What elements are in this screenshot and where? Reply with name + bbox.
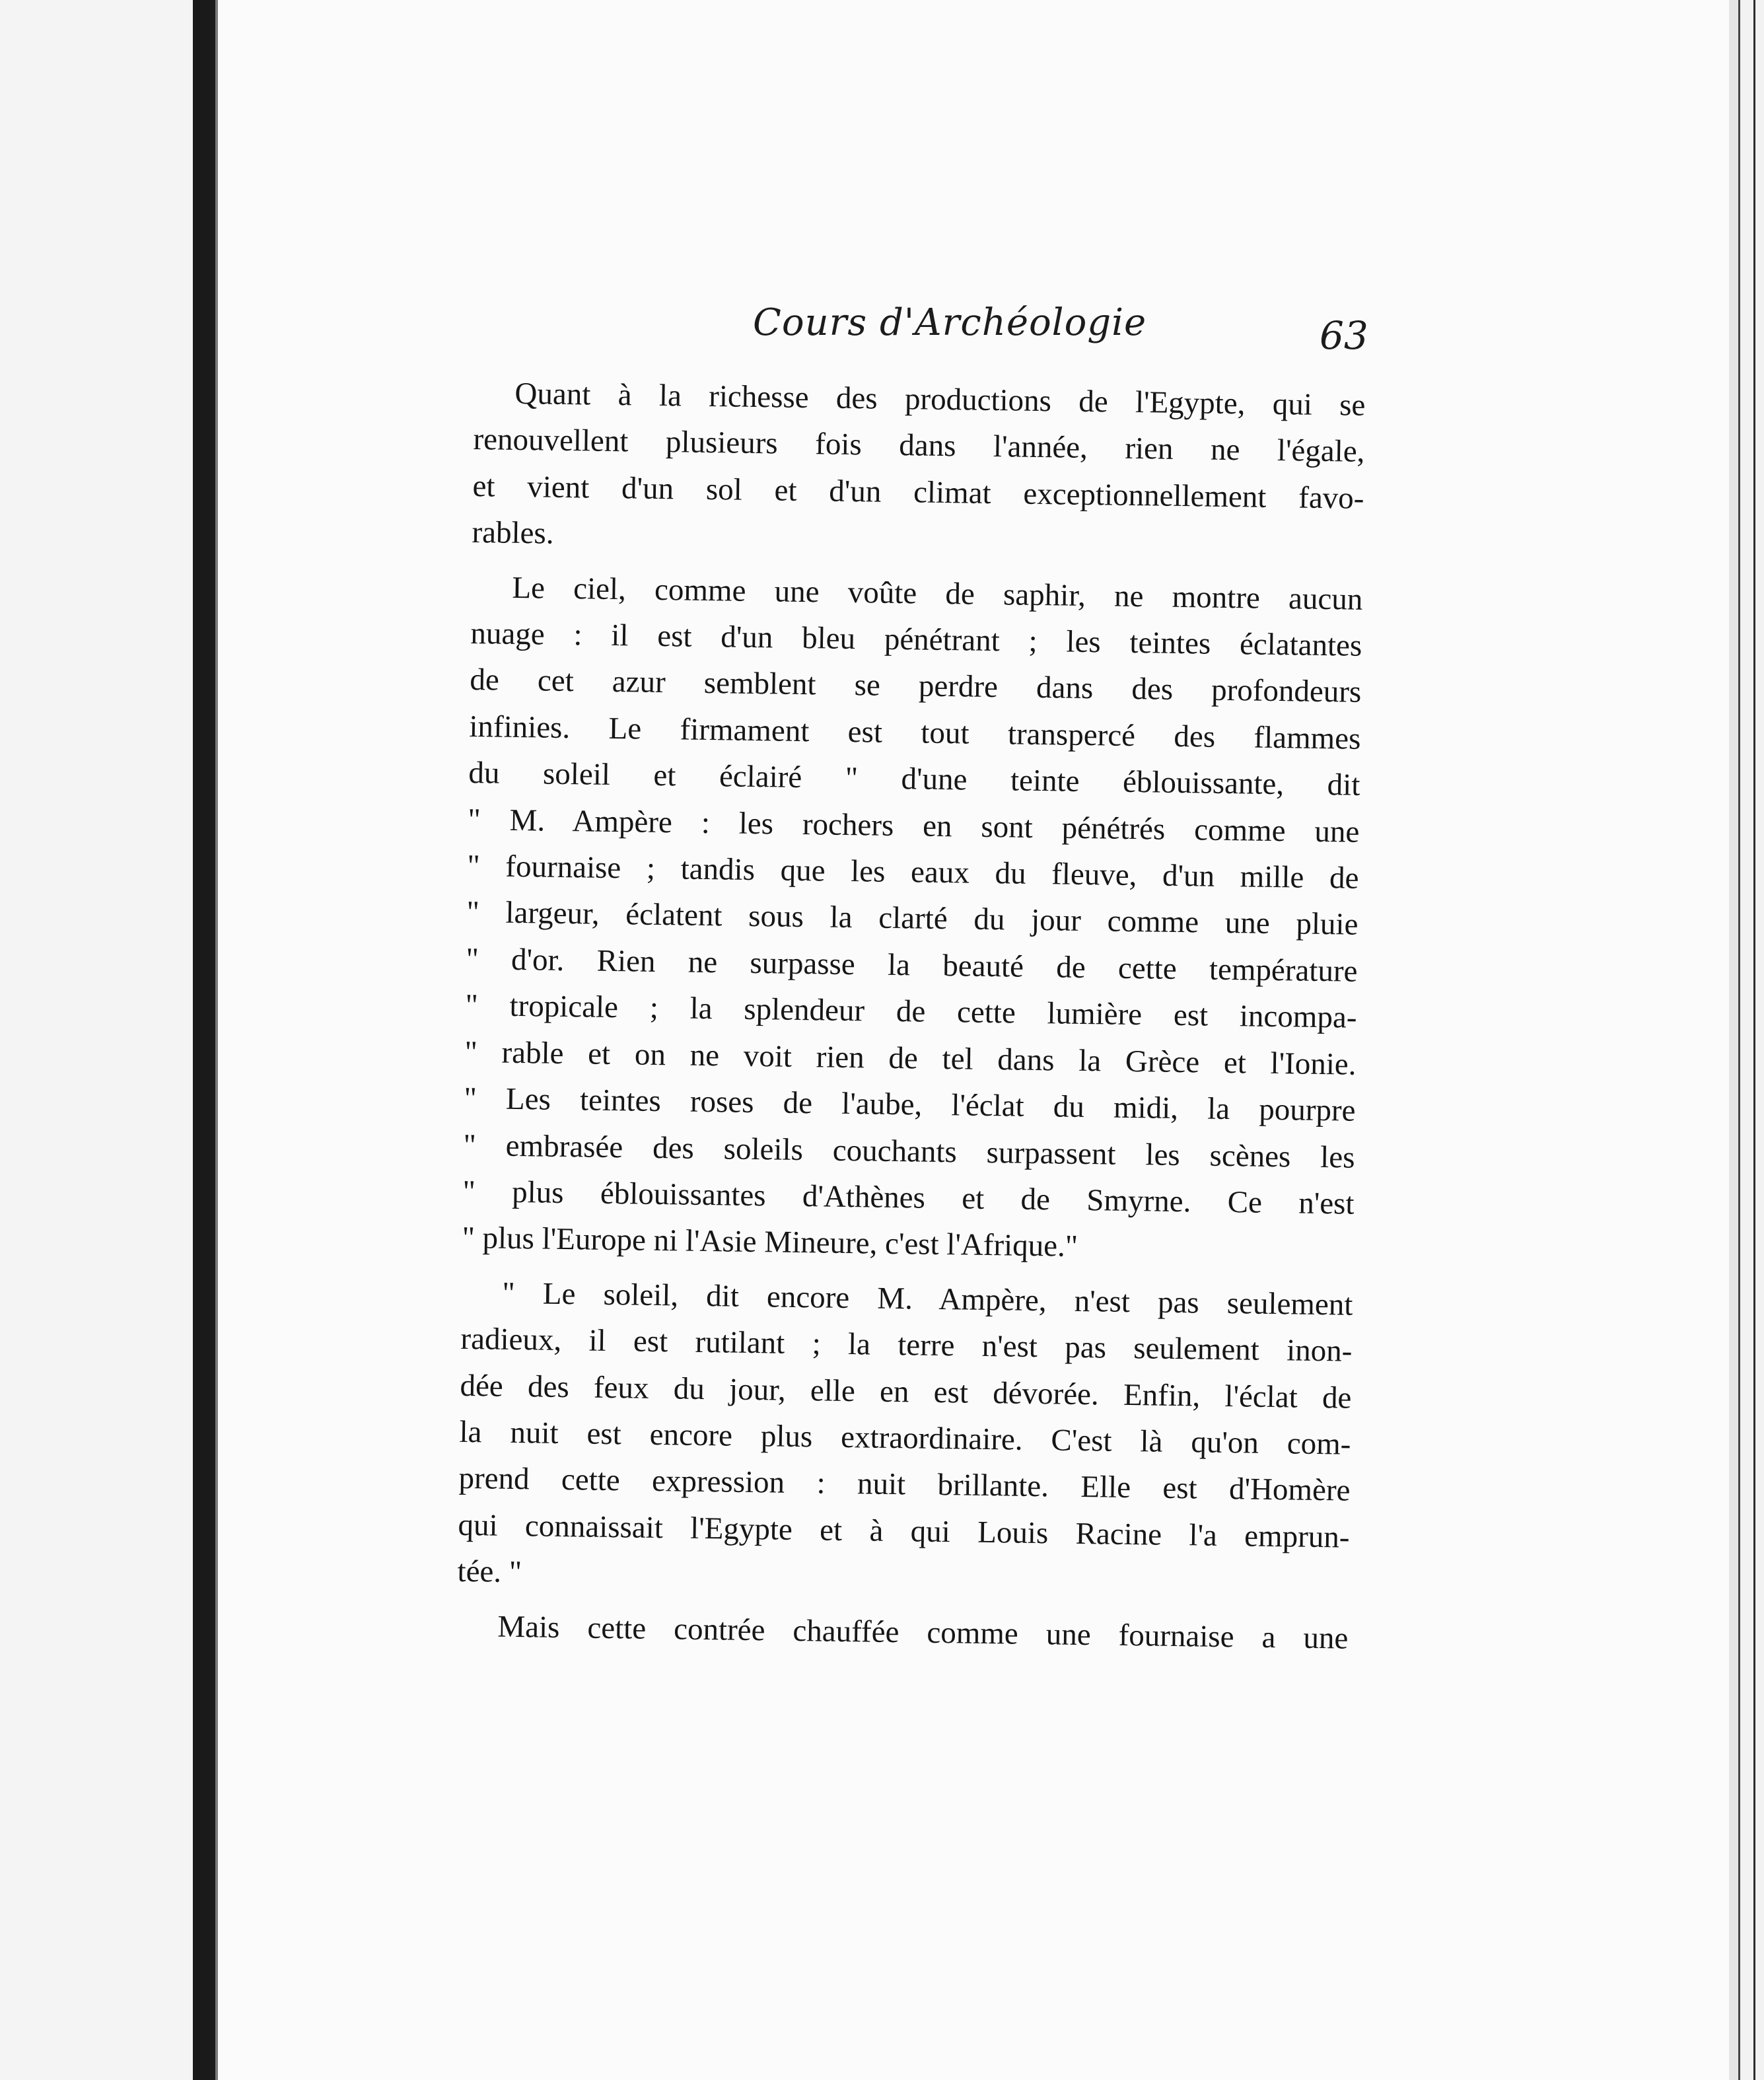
paragraph xyxy=(456,1602,1349,1661)
text-line: " embrasée des soleils couchants surpassent les scènes les xyxy=(463,1128,1355,1175)
text-line: " plus l'Europe ni l'Asie Mineure, c'est l'Afrique." xyxy=(462,1221,1078,1264)
text-line: " tropicale ; la splendeur de cette lumière est incompa- xyxy=(465,988,1357,1036)
text-line: la nuit est encore plus extraordinaire. C'est là qu'on com- xyxy=(459,1414,1351,1462)
text-line: Quant à la richesse des productions de l'Egypte, qui se xyxy=(514,376,1366,423)
text-line: et vient d'un sol et d'un climat exceptionnellement favo- xyxy=(472,468,1364,516)
paragraph xyxy=(457,1270,1353,1608)
text-line: " Le soleil, dit encore M. Ampère, n'est pas seulement xyxy=(502,1275,1353,1322)
binding-shadow xyxy=(193,0,215,2080)
text-line: dée des feux du jour, elle en est dévorée. Enfin, l'éclat de xyxy=(460,1368,1352,1416)
text-line: Mais cette contrée chauffée comme une fournaise a une xyxy=(497,1609,1349,1656)
text-line: prend cette expression : nuit brillante. Elle est d'Homère xyxy=(458,1461,1351,1509)
body-text xyxy=(456,370,1366,1670)
right-edge-shadow xyxy=(1729,0,1738,2080)
running-title: Cours d'Archéologie xyxy=(753,301,1147,344)
binding-edge xyxy=(215,0,218,2080)
text-line: rables. xyxy=(472,515,554,551)
text-line: radieux, il est rutilant ; la terre n'est pas seulement inon- xyxy=(460,1321,1353,1369)
text-line: " plus éblouissantes d'Athènes et de Smyrne. Ce n'est xyxy=(462,1174,1355,1221)
left-margin xyxy=(0,0,193,2080)
page-number: 63 xyxy=(1320,313,1368,358)
text-line: infinies. Le firmament est tout transpercé des flammes xyxy=(469,709,1361,756)
text-line: " fournaise ; tandis que les eaux du fleuve, d'un mille de xyxy=(467,848,1359,896)
text-line: " Les teintes roses de l'aube, l'éclat du midi, la pourpre xyxy=(464,1081,1356,1128)
text-line: nuage : il est d'un bleu pénétrant ; les teintes éclatantes xyxy=(470,616,1362,663)
right-edge-strip xyxy=(1740,0,1764,2080)
text-line: du soleil et éclairé " d'une teinte éblouissante, dit xyxy=(468,756,1360,803)
text-line: tée. " xyxy=(457,1554,522,1590)
text-line: " largeur, éclatent sous la clarté du jour comme une pluie xyxy=(466,895,1358,943)
text-line: " M. Ampère : les rochers en sont pénétrés comme une xyxy=(468,802,1360,849)
paragraph xyxy=(462,564,1363,1274)
text-line: qui connaissait l'Egypte et à qui Louis Racine l'a emprun- xyxy=(458,1507,1350,1555)
text-line: de cet azur semblent se perdre dans des profondeurs xyxy=(470,663,1362,710)
text-line: Le ciel, comme une voûte de saphir, ne montre aucun xyxy=(512,570,1363,617)
paragraph xyxy=(472,370,1366,568)
text-line: renouvellent plusieurs fois dans l'année, rien ne l'égale, xyxy=(473,422,1365,470)
text-line: " rable et on ne voit rien de tel dans la Grèce et l'Ionie. xyxy=(464,1034,1357,1082)
text-line: " d'or. Rien ne surpasse la beauté de cette température xyxy=(466,941,1358,989)
right-page-edge-outer xyxy=(1753,0,1755,2080)
